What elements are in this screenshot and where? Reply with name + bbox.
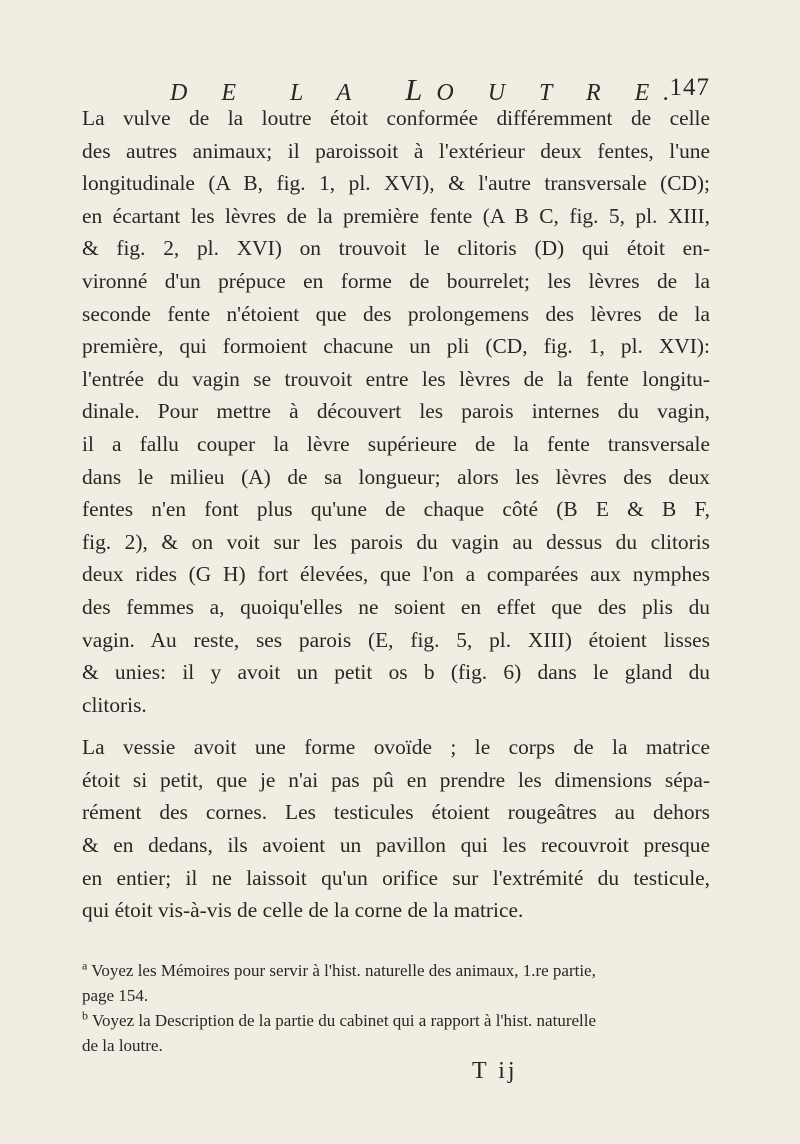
- paragraph-1: [82, 102, 710, 721]
- text-line: des femmes a, quoiqu'elles ne soient en effet que des plis du: [82, 594, 710, 619]
- text-line: deux rides (G H) fort élevées, que l'on a comparées aux nymphes: [82, 562, 710, 587]
- text-line: première, qui formoient chacune un pli (CD, fig. 1, pl. XVI):: [82, 334, 710, 359]
- footnote-a-continued: page 154.: [82, 986, 149, 1005]
- footnote-a: [82, 958, 710, 983]
- running-title-outre: O U T R E.: [436, 80, 684, 106]
- text-line: seconde fente n'étoient que des prolongemens des lèvres de la: [82, 301, 710, 326]
- running-title-de: D E: [170, 80, 250, 106]
- text-line: en écartant les lèvres de la première fente (A B C, fig. 5, pl. XIII,: [82, 203, 710, 228]
- text-line: dans le milieu (A) de sa longueur; alors les lèvres des deux: [82, 464, 710, 489]
- signature-mark: T ij: [472, 1058, 518, 1084]
- running-title-la: L A: [290, 80, 366, 106]
- paragraph-2: [82, 731, 710, 927]
- page-header: [170, 72, 710, 106]
- text-line: longitudinale (A B, fig. 1, pl. XVI), & l'autre transversale (CD);: [82, 171, 710, 196]
- text-line: qui étoit vis-à-vis de celle de la corne de la matrice.: [82, 898, 524, 923]
- text-line: en entier; il ne laissoit qu'un orifice sur l'extrémité du testicule,: [82, 865, 710, 890]
- text-line: vagin. Au reste, ses parois (E, fig. 5, pl. XIII) étoient lisses: [82, 627, 710, 652]
- body-text: [82, 102, 710, 927]
- footnote-mark: a: [82, 958, 88, 973]
- text-line: La vessie avoit une forme ovoïde ; le corps de la matrice: [82, 735, 710, 760]
- text-line: vironné d'un prépuce en forme de bourrelet; les lèvres de la: [82, 268, 710, 293]
- footnote-b-continued: de la loutre.: [82, 1036, 163, 1055]
- page-number: 147: [669, 74, 710, 101]
- text-line: dinale. Pour mettre à découvert les parois internes du vagin,: [82, 399, 710, 424]
- text-line: rément des cornes. Les testicules étoient rougeâtres au dehors: [82, 800, 710, 825]
- text-line: fig. 2), & on voit sur les parois du vagin au dessus du clitoris: [82, 529, 710, 554]
- text-line: & unies: il y avoit un petit os b (fig. 6) dans le gland du: [82, 660, 710, 685]
- text-line: & en dedans, ils avoient un pavillon qui les recouvroit presque: [82, 833, 710, 858]
- footnote-b: [82, 1008, 710, 1033]
- text-line: La vulve de la loutre étoit conformée différemment de celle: [82, 106, 710, 130]
- footnote-text: Voyez les Mémoires pour servir à l'hist. naturelle des animaux, 1.re partie,: [91, 961, 596, 980]
- text-line: clitoris.: [82, 692, 147, 717]
- text-line: des autres animaux; il paroissoit à l'extérieur deux fentes, l'une: [82, 138, 710, 163]
- text-line: fentes n'en font plus qu'une de chaque côté (B E & B F,: [82, 497, 710, 522]
- text-line: étoit si petit, que je n'ai pas pû en prendre les dimensions sépa-: [82, 767, 710, 792]
- text-line: & fig. 2, pl. XVI) on trouvoit le clitoris (D) qui étoit en-: [82, 236, 710, 261]
- footnotes: [82, 958, 710, 1058]
- text-line: l'entrée du vagin se trouvoit entre les lèvres de la fente longitu-: [82, 366, 710, 391]
- footnote-mark: b: [82, 1008, 88, 1023]
- running-title-initial: L: [405, 72, 437, 107]
- text-line: il a fallu couper la lèvre supérieure de la fente transversale: [82, 431, 710, 456]
- footnote-text: Voyez la Description de la partie du cabinet qui a rapport à l'hist. naturelle: [91, 1011, 597, 1030]
